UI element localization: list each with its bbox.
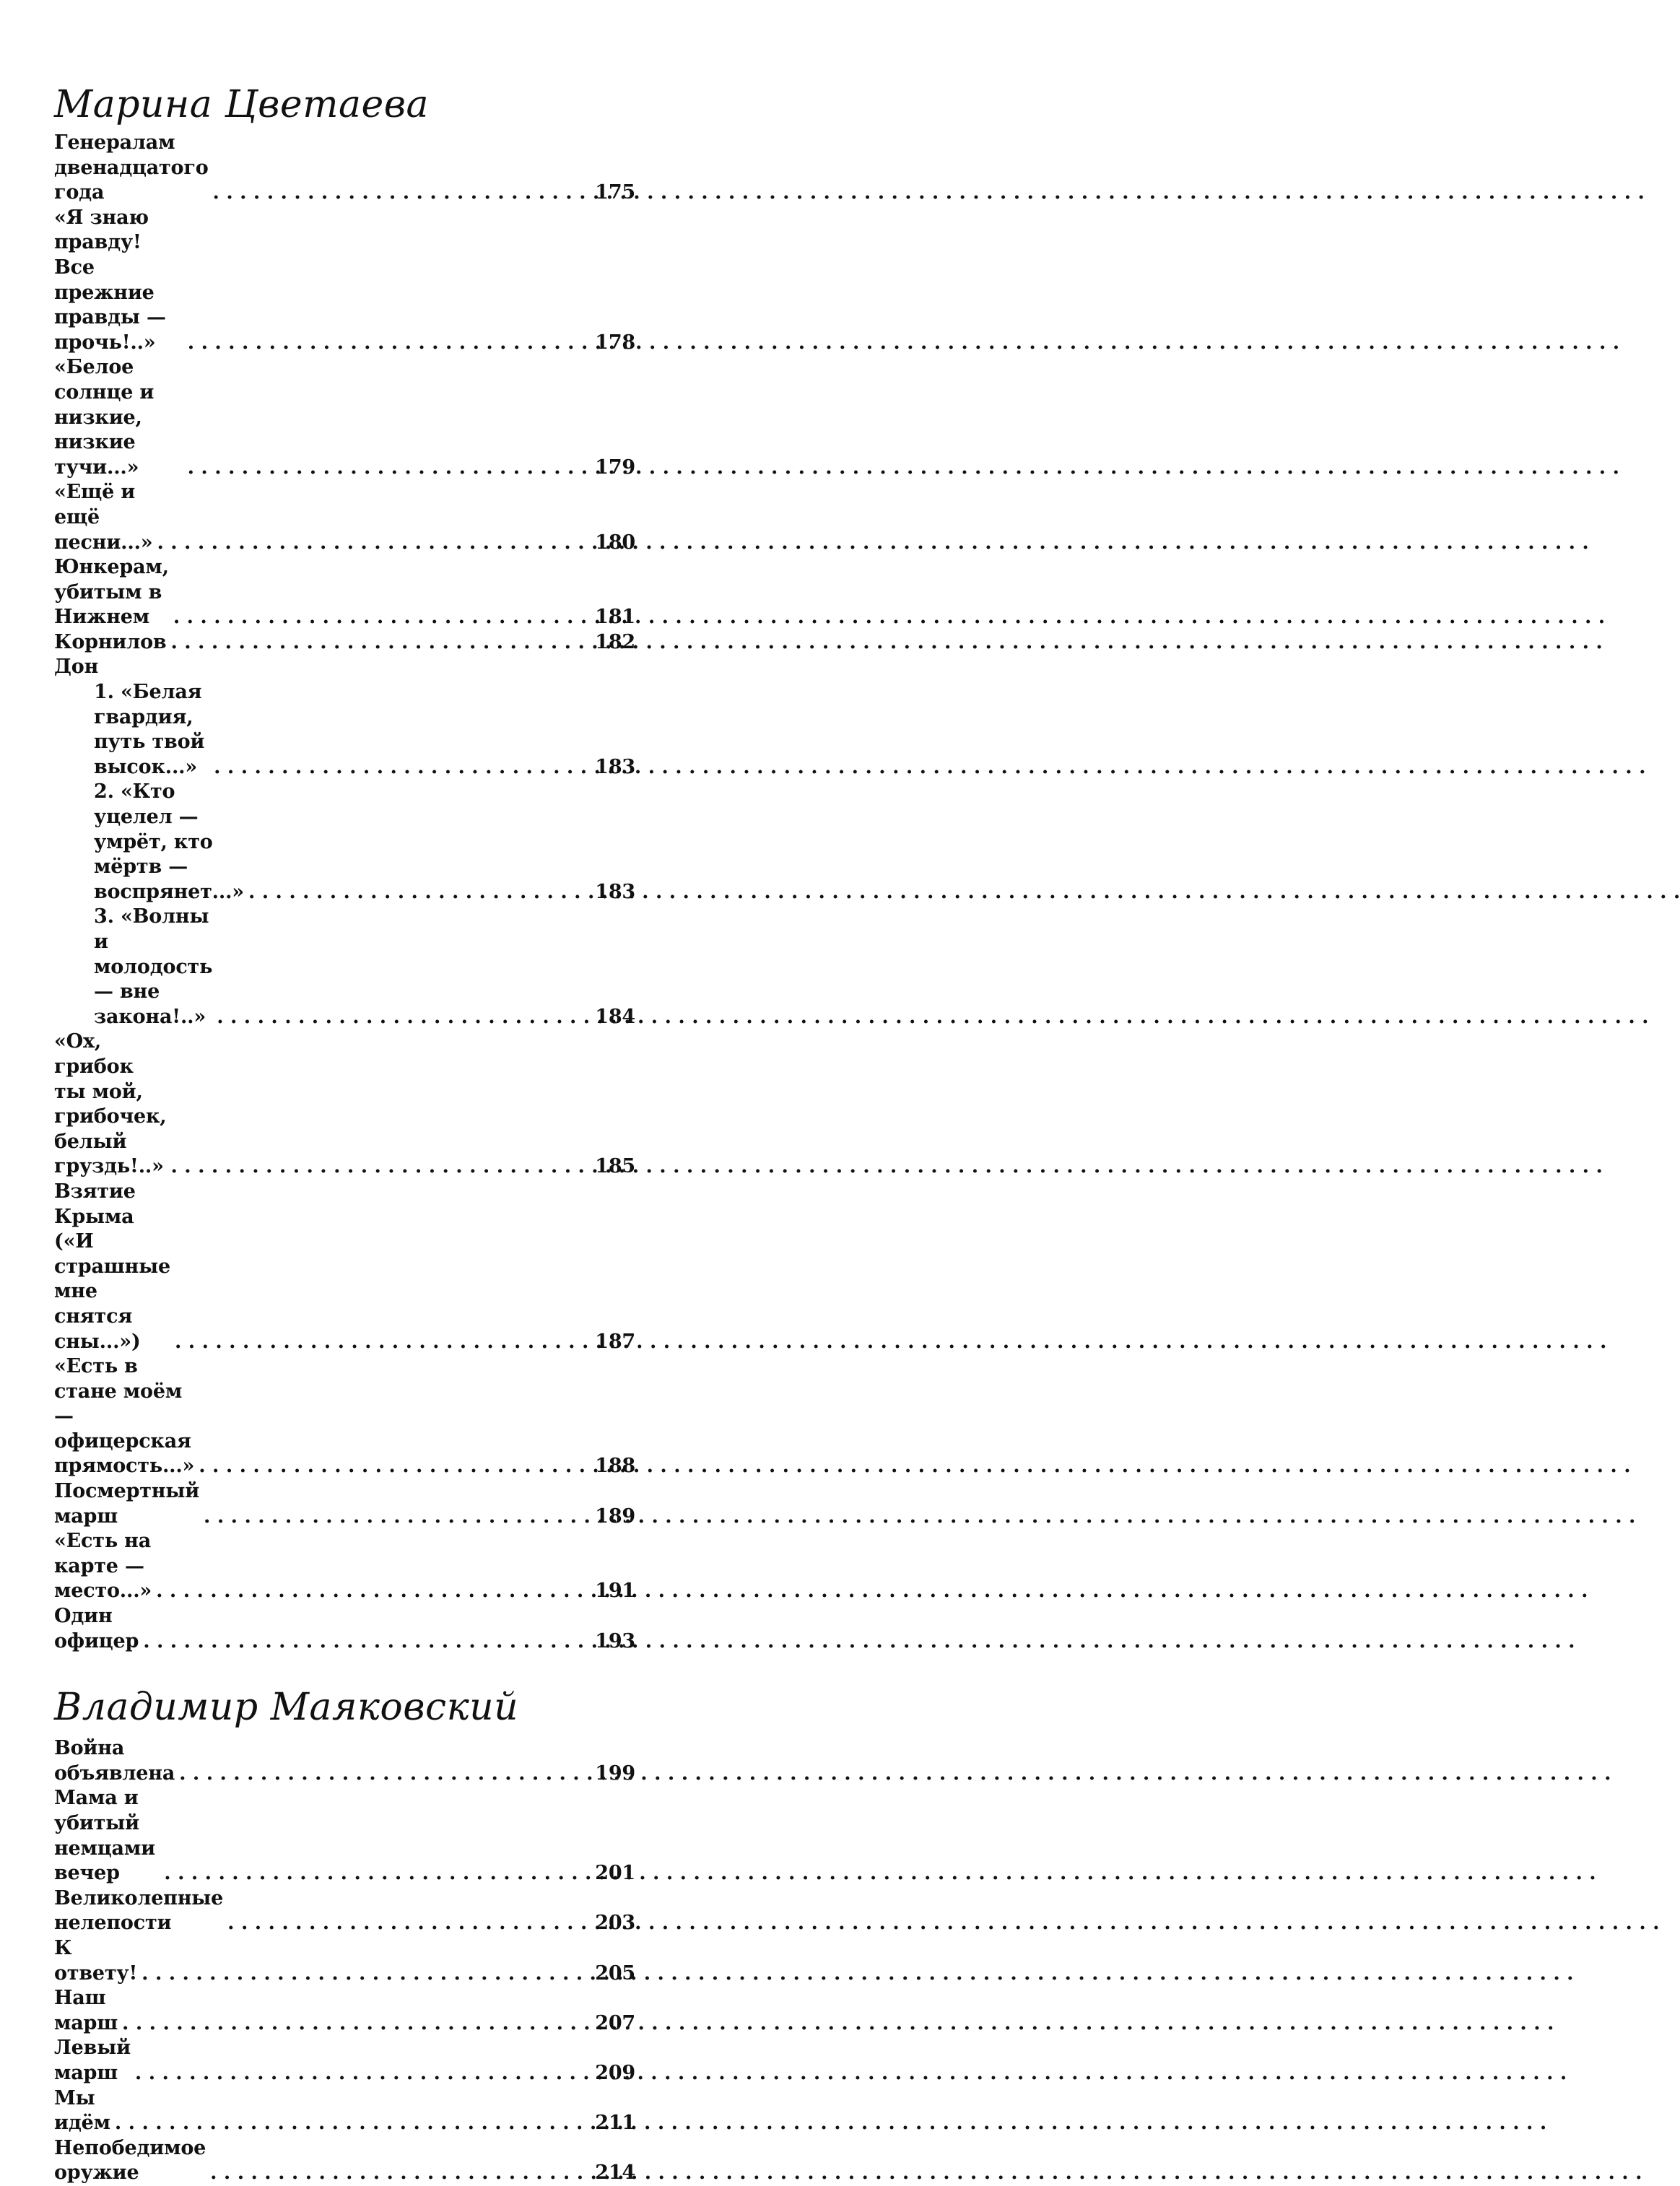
toc-entry[interactable] [54, 1886, 635, 1936]
page-number: 193 [595, 1629, 635, 1652]
page-number: 214 [595, 2161, 635, 2185]
dot-leader [135, 2061, 589, 2086]
toc-entry[interactable] [54, 480, 635, 555]
toc-entry[interactable] [54, 1936, 635, 1986]
entry-title: Взятие Крыма («И страшные мне снятся сны...») [54, 1180, 170, 1353]
dot-leader [122, 2011, 589, 2037]
entry-title: Генералам двенадцатого года [54, 131, 209, 204]
toc-entry[interactable] [54, 555, 635, 630]
dot-leader [179, 1762, 589, 1787]
page-number: 189 [595, 1504, 635, 1528]
entry-title: «Ещё и ещё песни...» [54, 481, 153, 554]
entry-title: «Есть в стане моём — офицерская прямость...» [54, 1355, 195, 1478]
dot-leader [142, 1961, 589, 1987]
page-number: 178 [595, 331, 635, 354]
page-number: 175 [595, 181, 635, 204]
entry-title: 2. «Кто уцелел — умрёт, кто мёртв — воспрянет...» [94, 780, 244, 903]
page-number: 183 [595, 880, 635, 903]
page-number: 187 [595, 1330, 635, 1353]
dot-leader [170, 630, 589, 656]
page-number: 188 [595, 1455, 635, 1478]
dot-leader [217, 1005, 589, 1030]
entry-title: Посмертный марш [54, 1480, 200, 1528]
toc-entry[interactable] [54, 1529, 635, 1604]
entry-title: Юнкерам, убитым в Нижнем [54, 556, 169, 629]
toc-list-tsvetaeva [54, 131, 635, 1654]
dot-leader [199, 1454, 589, 1479]
toc-entry[interactable] [54, 1479, 635, 1529]
page-number: 183 [595, 755, 635, 778]
page-number: 185 [595, 1155, 635, 1178]
dot-leader [143, 1629, 589, 1655]
table-of-contents-page [54, 0, 635, 2186]
page-number: 191 [595, 1580, 635, 1603]
toc-entry[interactable] [54, 355, 635, 480]
entry-title: «Белое солнце и низкие, низкие тучи...» [54, 356, 154, 479]
entry-title: «Есть на карте — место...» [54, 1530, 152, 1603]
dot-leader [171, 1154, 590, 1180]
entry-title: Левый марш [54, 2037, 131, 2084]
dot-leader [157, 531, 589, 556]
entry-title: Великолепные нелепости [54, 1886, 224, 1935]
page-number: 207 [595, 2011, 635, 2034]
toc-entry[interactable] [54, 2136, 635, 2186]
entry-title: Дон [54, 656, 99, 679]
page-number: 184 [595, 1005, 635, 1028]
dot-leader [248, 880, 589, 905]
entry-title: Наш марш [54, 1987, 118, 2034]
toc-entry[interactable] [54, 2086, 635, 2136]
page-number: 181 [595, 606, 635, 629]
toc-subentry[interactable] [54, 905, 635, 1029]
entry-title: Корнилов [54, 630, 167, 653]
entry-title: «Я знаю правду! Все прежние правды — прочь!..» [54, 206, 166, 354]
page-number: 199 [595, 1762, 635, 1785]
page-number: 205 [595, 1961, 635, 1985]
page-number: 182 [595, 630, 635, 653]
toc-list-mayakovsky [54, 1736, 635, 2186]
toc-entry[interactable] [54, 1736, 635, 1786]
dot-leader [188, 331, 589, 356]
page-number: 203 [595, 1912, 635, 1935]
dot-leader [156, 1579, 589, 1604]
entry-title: К ответу! [54, 1936, 138, 1985]
dot-leader [188, 456, 589, 481]
entry-title: 3. «Волны и молодость — вне закона!..» [94, 905, 213, 1028]
toc-entry[interactable] [54, 1029, 635, 1180]
toc-entry[interactable] [54, 1604, 635, 1654]
toc-subentry[interactable] [54, 680, 635, 780]
dot-leader [214, 755, 589, 780]
toc-entry[interactable] [54, 1986, 635, 2036]
toc-entry[interactable] [54, 2036, 635, 2086]
dot-leader [175, 1330, 589, 1355]
page-number: 180 [595, 531, 635, 554]
toc-entry[interactable] [54, 630, 635, 656]
page-number: 209 [595, 2061, 635, 2084]
author-heading-mayakovsky: Владимир Маяковский [54, 1686, 519, 1730]
dot-leader [213, 180, 589, 206]
entry-title: Непобедимое оружие [54, 2136, 206, 2185]
entry-title: 1. «Белая гвардия, путь твой высок...» [94, 681, 205, 778]
page-number: 179 [595, 456, 635, 479]
dot-leader [227, 1911, 589, 1936]
page-number: 211 [595, 2112, 635, 2135]
author-heading-tsvetaeva: Марина Цветаева [54, 83, 430, 126]
toc-entry[interactable] [54, 1786, 635, 1886]
entry-title: «Ох, грибок ты мой, грибочек, белый груздь!..» [54, 1030, 167, 1178]
dot-leader [210, 2161, 589, 2186]
entry-title: Мы идём [54, 2086, 110, 2135]
dot-leader [173, 605, 589, 630]
entry-title: Один офицер [54, 1605, 139, 1652]
page-number: 201 [595, 1862, 635, 1885]
toc-entry[interactable] [54, 1354, 635, 1479]
toc-entry[interactable] [54, 131, 635, 206]
dot-leader [204, 1504, 589, 1530]
dot-leader [115, 2111, 589, 2136]
toc-subentry[interactable] [54, 780, 635, 905]
entry-title: Мама и убитый немцами вечер [54, 1787, 155, 1885]
toc-entry[interactable] [54, 1180, 635, 1354]
entry-title: Война объявлена [54, 1737, 175, 1785]
toc-entry[interactable] [54, 206, 635, 356]
toc-group-heading [54, 655, 635, 680]
dot-leader [164, 1861, 589, 1886]
